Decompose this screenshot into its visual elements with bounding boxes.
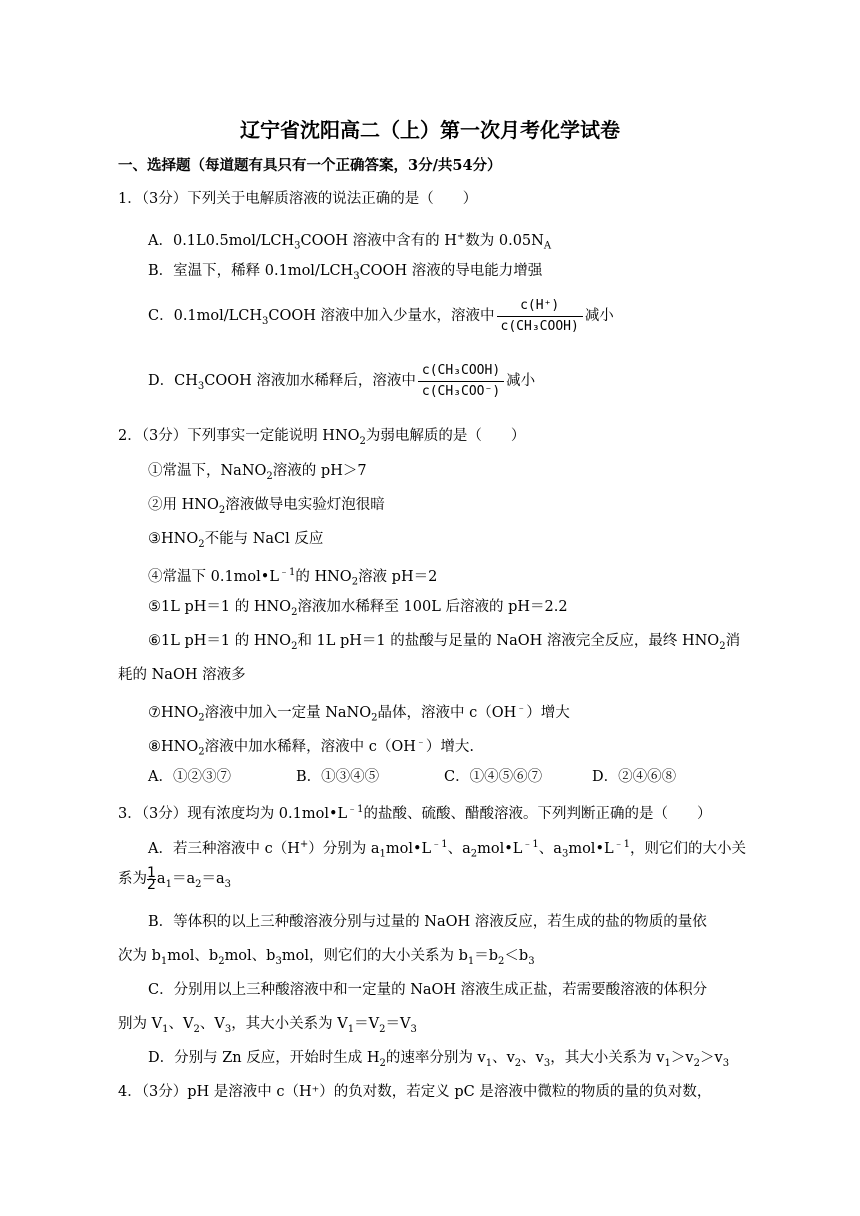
- q2-item-2: ②用 $HNO_2$溶液做导电实验灯泡很暗: [148, 497, 385, 516]
- q2-item-5: ⑤1L pH＝1 的 $HNO_2$溶液加水稀释至 100L 后溶液的 pH＝2.2: [148, 599, 568, 618]
- q3-option-c-line1: C．分别用以上三种酸溶液中和一定量的 NaOH 溶液生成正盐，若需要酸溶液的体积分: [148, 982, 708, 998]
- q3-option-a-line1: A．若三种溶液中 c（H+）分别为 $a_1mol•L^{﹣1}$、$a_2mol•L^{﹣1}$、$a_3mol•L^{﹣1}$，则它们的大小关: [148, 839, 747, 860]
- q1-option-b: B．室温下，稀释 $0.1mol/LCH_3COOH$ 溶液的导电能力增强: [148, 263, 543, 282]
- q2-option-c: C．①④⑤⑥⑦: [444, 769, 543, 785]
- q2-item-8: $⑧HNO_2$溶液中加水稀释，溶液中 c（OH﹣）增大.: [148, 737, 474, 758]
- q2-item-6-cont: 耗的 NaOH 溶液多: [118, 667, 246, 683]
- q1-d-fraction: $\frac{\text{c(CH₃COOH)}}{\text{c(CH₃COO⁻)}}$: [418, 361, 504, 402]
- q3-option-b-line2: 次为 $b_1mol$、$b_2mol$、$b_3mol$，则它们的大小关系为 $b_1=b_2<b_3$: [118, 948, 535, 967]
- q2-stem: 2．（3分）下列事实一定能说明 $HNO_2$为弱电解质的是（ ）: [118, 428, 526, 447]
- q2-item-3: $③HNO_2$不能与 NaCl 反应: [148, 531, 324, 550]
- q1-stem: 1．（3分）下列关于电解质溶液的说法正确的是（ ）: [118, 191, 478, 207]
- q3-option-c-line2: 别为 $V_1$、$V_2$、$V_3$，其大小关系为 $V_1=V_2=V_3$: [118, 1016, 417, 1035]
- q3-stem: 3．（3分）现有浓度均为 $0.1mol•L^{﹣1}$的盐酸、硫酸、醋酸溶液。下列判断正确的是（ ）: [118, 804, 712, 822]
- q3-option-b-line1: B．等体积的以上三种酸溶液分别与过量的 NaOH 溶液反应，若生成的盐的物质的量依: [148, 914, 707, 930]
- q1-option-c: C．$0.1mol/LCH_3COOH$ 溶液中加入少量水，溶液中 $\frac{c(H^+)}{\text{c(CH₃COOH)}}$ 减小: [148, 295, 614, 343]
- q2-item-1: ①常温下，NaNO$_2$溶液的 pH＞7: [148, 463, 367, 482]
- q3-option-a-line2: 系为 $\frac{1}{2}$ $a_1=a_2=a_3$: [118, 864, 232, 893]
- page-title: 辽宁省沈阳高二（上）第一次月考化学试卷: [240, 118, 620, 142]
- q2-item-7: $⑦HNO_2$溶液中加入一定量 NaNO$_2$晶体，溶液中 c（OH﹣）增大: [148, 703, 570, 724]
- section-heading: 一、选择题（每道题有具只有一个正确答案，3分/共54分）: [118, 157, 502, 174]
- q4-stem: 4．（3分）pH 是溶液中 c（H⁺）的负对数，若定义 pC 是溶液中微粒的物质的量的负对数，: [118, 1084, 712, 1100]
- q1-c-fraction: $\frac{c(H^+)}{\text{c(CH₃COOH)}}$: [497, 296, 583, 337]
- q2-item-4: ④常温下 $0.1mol•L^{﹣1}$的 $HNO_2$溶液 pH＝2: [148, 567, 438, 588]
- q3-option-d: D．分别与 Zn 反应，开始时生成 $H_2$的速率分别为 $v_1$、$v_2$、$v_3$，其大小关系为 $v_1>v_2>v_3$: [148, 1050, 730, 1069]
- q2-item-6: ⑥1L pH＝1 的 $HNO_2$和 1L pH＝1 的盐酸与足量的 NaOH 溶液完全反应，最终 $HNO_2$消: [148, 633, 741, 652]
- q2-option-d: D．②④⑥⑧: [592, 769, 677, 785]
- q2-option-b: B．①③④⑤: [296, 769, 380, 785]
- one-half-fraction: $\frac{1}{2}$: [147, 864, 156, 893]
- q1-option-a: A．$0.1L0.5mol/LCH_3COOH$ 溶液中含有的 H+数为 $0.05N_A$: [148, 231, 552, 252]
- q2-option-a: A．①②③⑦: [148, 769, 231, 785]
- q1-option-d: D．$CH_3COOH$ 溶液加水稀释后，溶液中 $\frac{\text{c(CH₃COOH)}}{\text{c(CH₃COO⁻)}}$ 减小: [148, 360, 535, 408]
